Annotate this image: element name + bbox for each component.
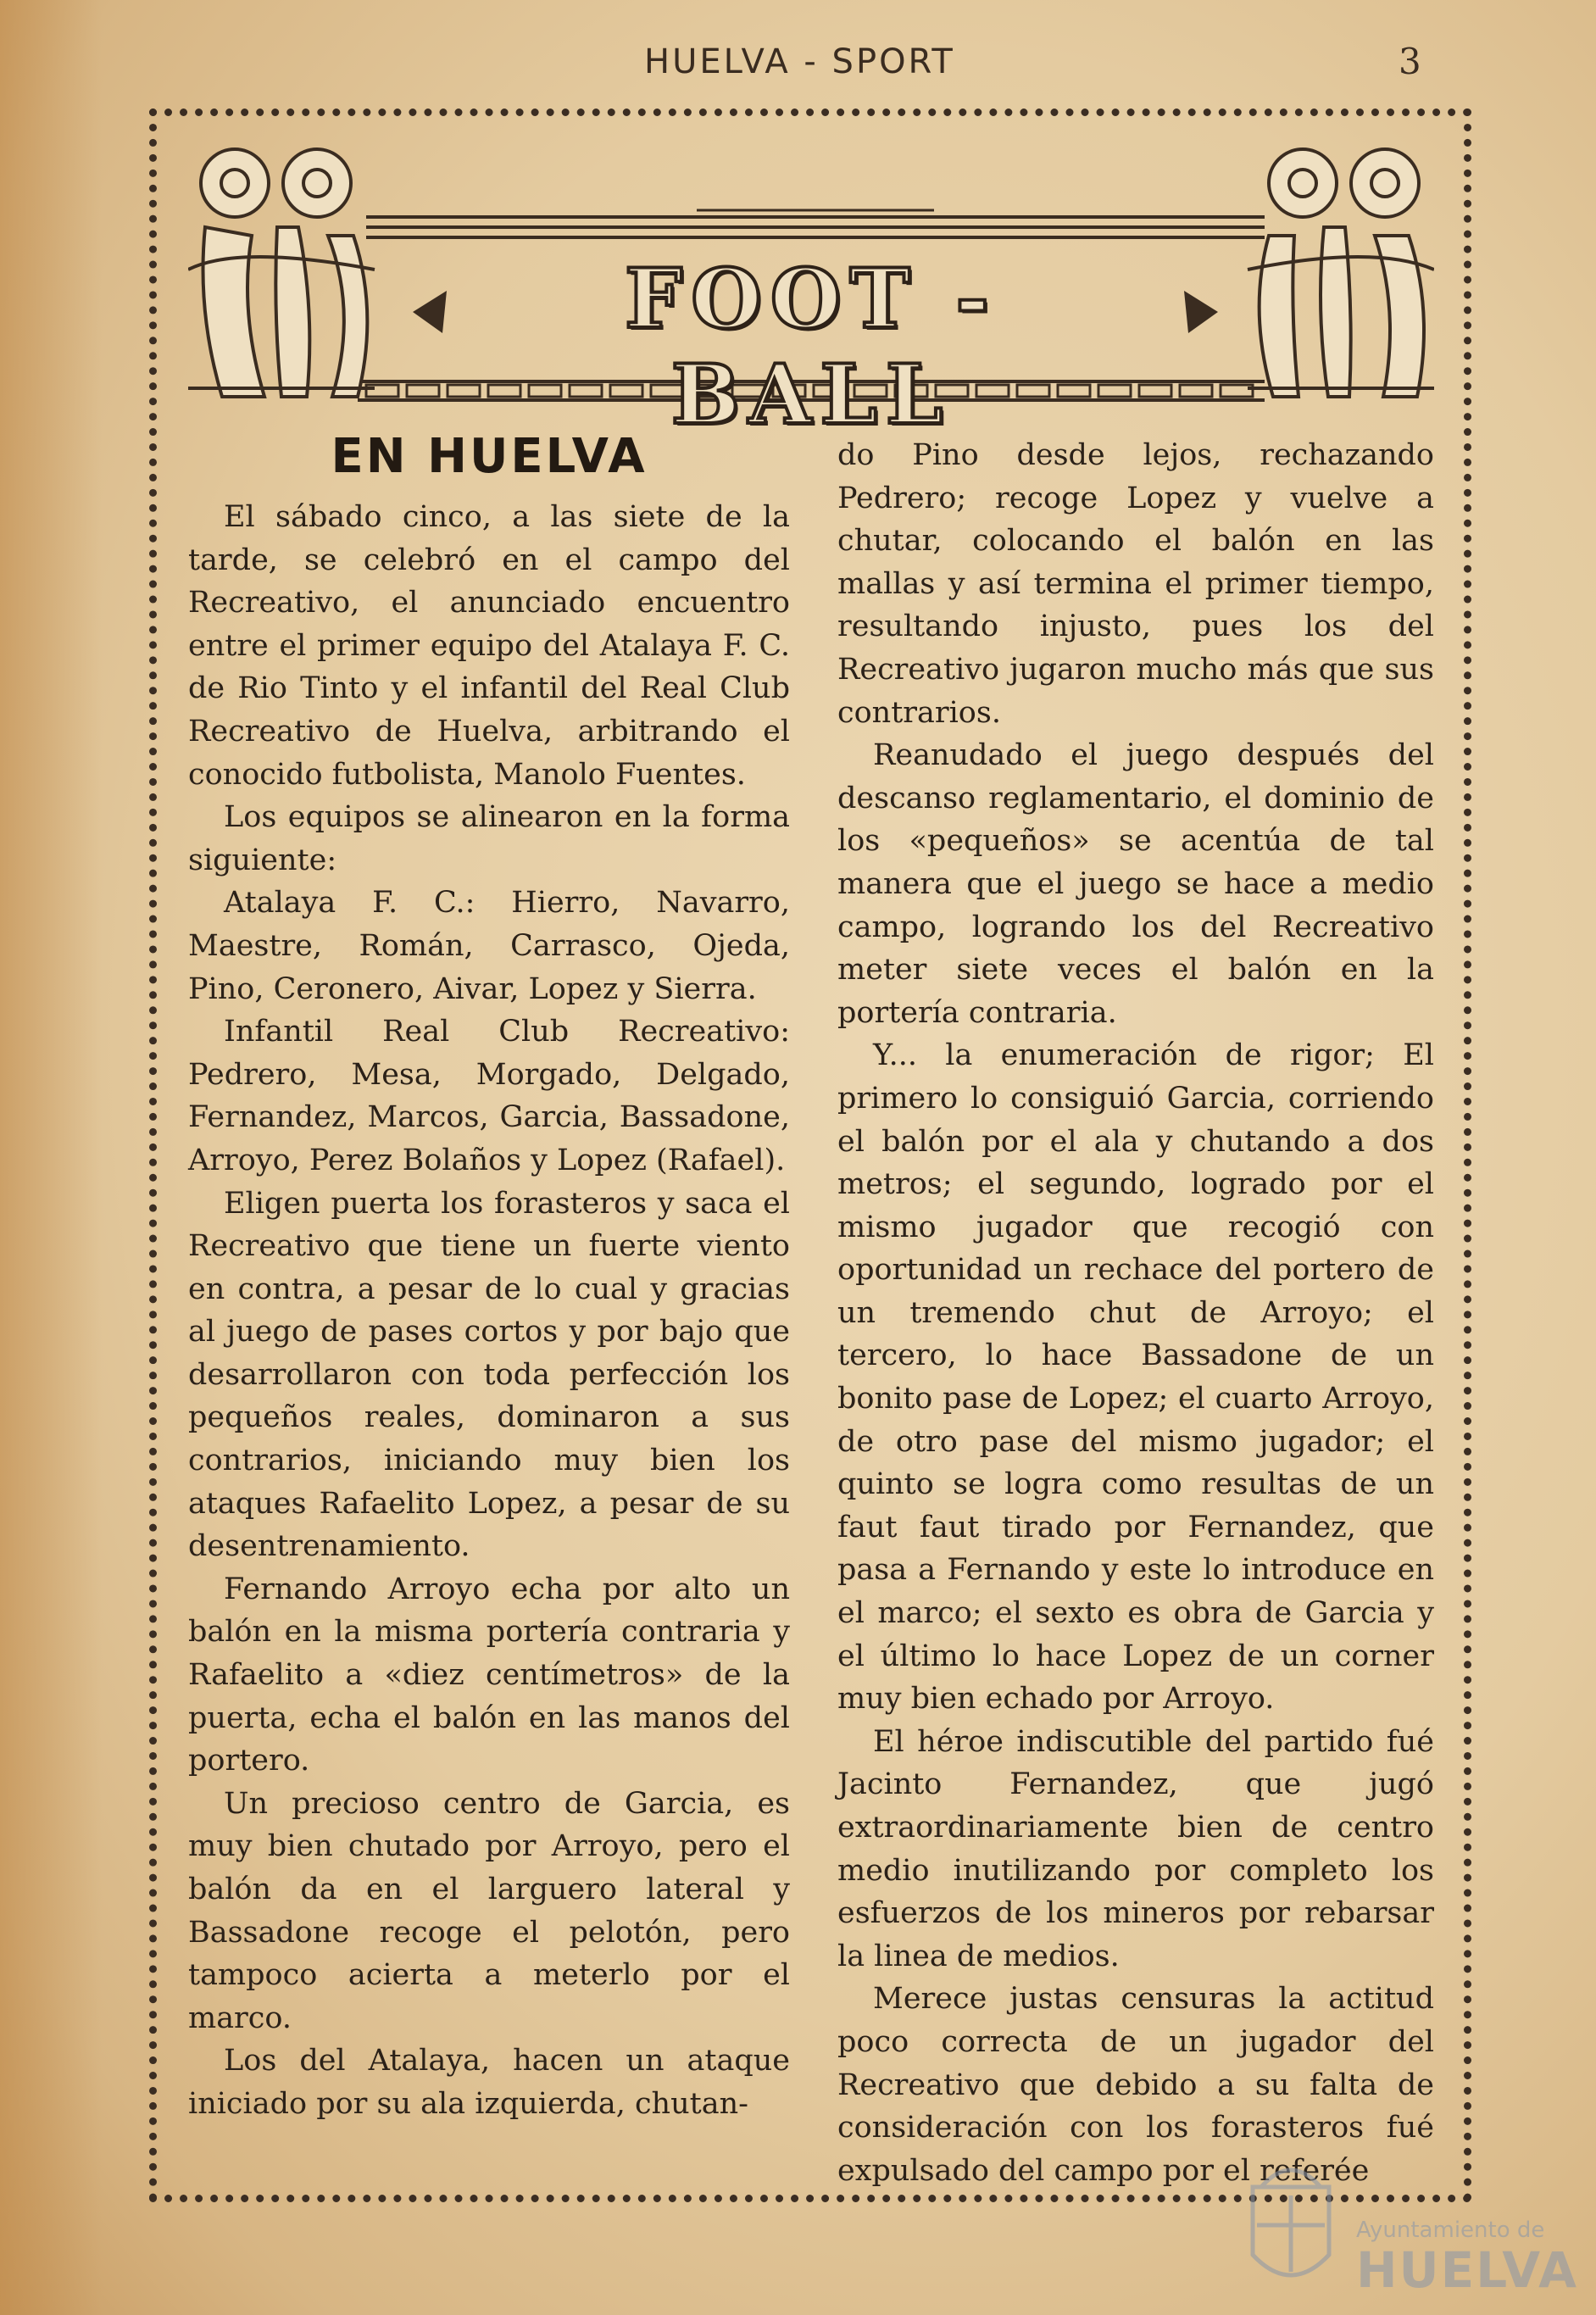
paragraph: Eligen puerta los forasteros y saca el Recreativo que tiene un fuerte viento en contra, a pesar de lo cual y gracias al juego de pases cortos y por bajo que desarrollaron con toda perfección los pequeños reales, dominaron a sus contrarios, iniciando muy bien los ataques Rafaelito Lopez, a pesar de su desentrenamiento. <box>188 1186 790 1564</box>
paragraph: Infantil Real Club Recreativo: Pedrero, Mesa, Morgado, Delgado, Fernandez, Marcos, Garcia, Bassadone, Arroyo, Perez Bolaños y Lopez (Rafael). <box>188 1015 790 1177</box>
watermark-line1: Ayuntamiento de <box>1356 2218 1545 2243</box>
paragraph: Merece justas censuras la actitud poco correcta de un jugador del Recreativo que debido a su falta de consideración con los forasteros fué expulsado del campo por el referée <box>837 1982 1434 2188</box>
right-column <box>837 434 1434 2192</box>
paragraph: Los del Atalaya, hacen un ataque iniciado por su ala izquierda, chutan- <box>188 2044 790 2121</box>
section-banner <box>188 142 1434 442</box>
paper-edge-stain <box>0 0 102 2315</box>
archive-watermark <box>1244 2153 1583 2306</box>
article-body <box>188 429 1434 2188</box>
paragraph: Reanudado el juego después del descanso reglamentario, el dominio de los «pequeños» se acentúa de tal manera que el juego se hace a medio campo, logrando los del Recreativo meter siete veces el balón en la portería contraria. <box>837 738 1434 1030</box>
publication-title: HUELVA - SPORT <box>644 42 955 81</box>
paragraph: Fernando Arroyo echa por alto un balón en la misma portería contraria y Rafaelito a «diez centímetros» de la puerta, echa el balón en las manos del portero. <box>188 1572 790 1778</box>
paragraph: Y... la enumeración de rigor; El primero lo consiguió Garcia, corriendo el balón por el ala y chutando a dos metros; el segundo, logrado por el mismo jugador que recogió con oportunidad un rechace del portero de un tremendo chut de Arroyo; el tercero, lo hace Bassadone de un bonito pase de Lopez; el cuarto Arroyo, de otro pase del mismo jugador; el quinto se logra como resultas de un faut faut tirado por Fernandez, que pasa a Fernando y este lo introduce en el marco; el sexto es obra de Garcia y el último lo hace Lopez de un corner muy bien echado por Arroyo. <box>837 1038 1434 1717</box>
paragraph: El sábado cinco, a las siete de la tarde, se celebró en el campo del Recreativo, el anunciado encuentro entre el primer equipo del Atalaya F. C. de Rio Tinto y el infantil del Real Club Recreativo de Huelva, arbitrando el conocido futbolista, Manolo Fuentes. <box>188 500 790 792</box>
left-column <box>188 429 790 2126</box>
watermark-line2: HUELVA <box>1356 2241 1579 2299</box>
article-headline: EN HUELVA <box>331 429 648 484</box>
page-number: 3 <box>1399 41 1421 82</box>
paragraph-continuation: do Pino desde lejos, rechazando Pedrero; recoge Lopez y vuelve a chutar, colocando el balón en las mallas y así termina el primer tiempo, resultando injusto, pues los del Recreativo jugaron mucho más que sus contrarios. <box>837 438 1434 730</box>
paragraph: El héroe indiscutible del partido fué Jacinto Fernandez, que jugó extraordinariamente bien de centro medio inutilizando por completo los esfuerzos de los mineros por rebarsar la linea de medios. <box>837 1724 1434 1973</box>
banner-title: FOOT - BALL <box>624 251 998 442</box>
running-head <box>0 42 1596 93</box>
paragraph: Los equipos se alinearon en la forma siguiente: <box>188 800 790 877</box>
paragraph: Atalaya F. C.: Hierro, Navarro, Maestre, Román, Carrasco, Ojeda, Pino, Ceronero, Aivar, Lopez y Sierra. <box>188 886 790 1006</box>
paragraph: Un precioso centro de Garcia, es muy bien chutado por Arroyo, pero el balón da en el larguero lateral y Bassadone recoge el pelotón, pero tampoco acierta a meterlo por el marco. <box>188 1786 790 2035</box>
coat-of-arms-icon <box>1244 2153 1337 2297</box>
